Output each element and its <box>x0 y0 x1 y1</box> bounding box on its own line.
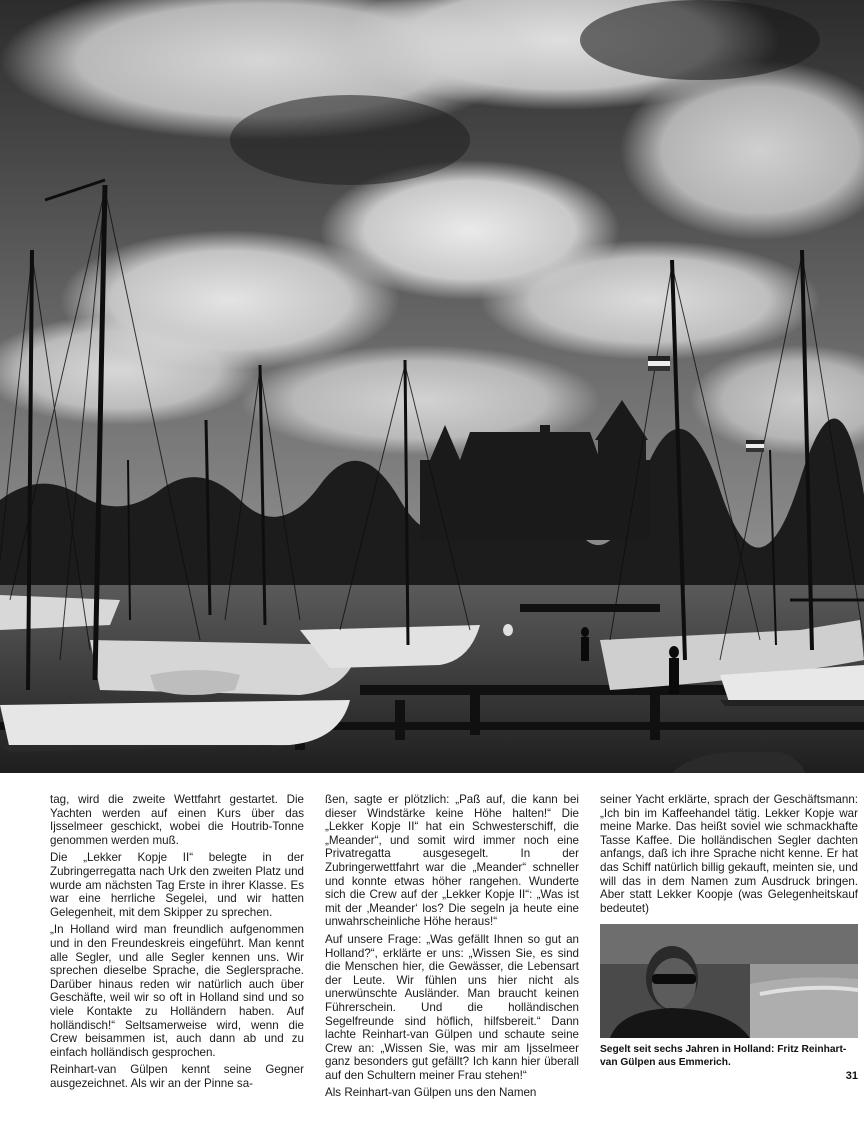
paragraph: „In Holland wird man freundlich aufgenommen und in den Freundeskreis eingeführt. Man kennt alle Segler, und alle Segler kennen uns. Wir sprechen dieselbe Sprache, die Seglersprache. Darüber hinaus reden wir natürlich auch über Geschäfte, weil wir so oft in Holland sind und so viele Kontakte zu Holländern haben. Auf holländisch!“ Seltsamerweise wird, wenn die Crew beisammen ist, auch dann ab und zu einfach holländisch gesprochen. <box>50 923 304 1059</box>
paragraph: tag, wird die zweite Wettfahrt gestartet. Die Yachten werden auf einen Kurs über das Ijsselmeer geschickt, wobei die Houtrib-Tonne genommen werden muß. <box>50 793 304 847</box>
article-column-2 <box>325 793 579 1104</box>
paragraph: Als Reinhart-van Gülpen uns den Namen <box>325 1086 537 1100</box>
paragraph: ßen, sagte er plötzlich: „Paß auf, die kann bei dieser Windstärke keine Höhe halten!“ Die „Lekker Kopje II“ hat ein Schwesterschiff, die „Meander“, und somit wird immer noch eine Privatregatta ausgesegelt. In der Zubringerwettfahrt war die „Meander“ schneller und konnte etwas höher rangehen. Wunderte sich die Crew auf der „Lekker Kopje II“: „Was ist mit der ‚Meander‘ los? Die segeln ja heute eine unwahrscheinliche Höhe heraus!“ <box>325 793 579 929</box>
article-column-1 <box>50 793 304 1094</box>
page-number: 31 <box>845 1070 858 1082</box>
paragraph: Die „Lekker Kopje II“ belegte in der Zubringerregatta nach Urk den zweiten Platz und wurde am nächsten Tag Erste in ihrer Klasse. Es war eine herrliche Segelei, und wir hatten Gelegenheit, mit dem Skipper zu sprechen. <box>50 851 304 919</box>
paragraph: Auf unsere Frage: „Was gefällt Ihnen so gut an Holland?“, erklärte er uns: „Wissen Sie, es sind die Menschen hier, die Gewässer, die Lebensart der Leute. Wir fühlen uns hier nicht als unerwünschte Ausländer. Man braucht keinen Führerschein. Und die holländischen Segelfreunde sind höflich, hilfsbereit.“ Dann lachte Reinhart-van Gülpen und schaute seine Crew an: „Wissen Sie, was mir am Ijsselmeer ganz besonders gut gefällt? Ich kann hier überall auf den Schultern meiner Frau stehen!“ <box>325 932 579 1082</box>
paragraph: Reinhart-van Gülpen kennt seine Gegner ausgezeichnet. Als wir an der Pinne sa- <box>50 1063 304 1090</box>
flag <box>746 440 764 452</box>
portrait-photo <box>600 924 858 1038</box>
paragraph: seiner Yacht erklärte, sprach der Geschäftsmann: „Ich bin im Kaffeehandel tätig. Lekker Kopje war meine Marke. Das heißt soviel wie schmackhafte Tasse Kaffee. Die holländischen Segler dachten anfangs, daß ich ihre Sprache nicht kenne. Er hat das Schiff natürlich billig gekauft, meinten sie, und will das in dem Namen zum Ausdruck bringen. Aber statt Lekker Koopje (was Gelegenheitskauf bedeutet) <box>600 793 858 915</box>
dutch-flag <box>648 356 670 371</box>
photo-caption: Segelt seit sechs Jahren in Holland: Fritz Reinhart-van Gülpen aus Emmerich. <box>600 1044 847 1068</box>
article-column-3 <box>600 793 858 919</box>
